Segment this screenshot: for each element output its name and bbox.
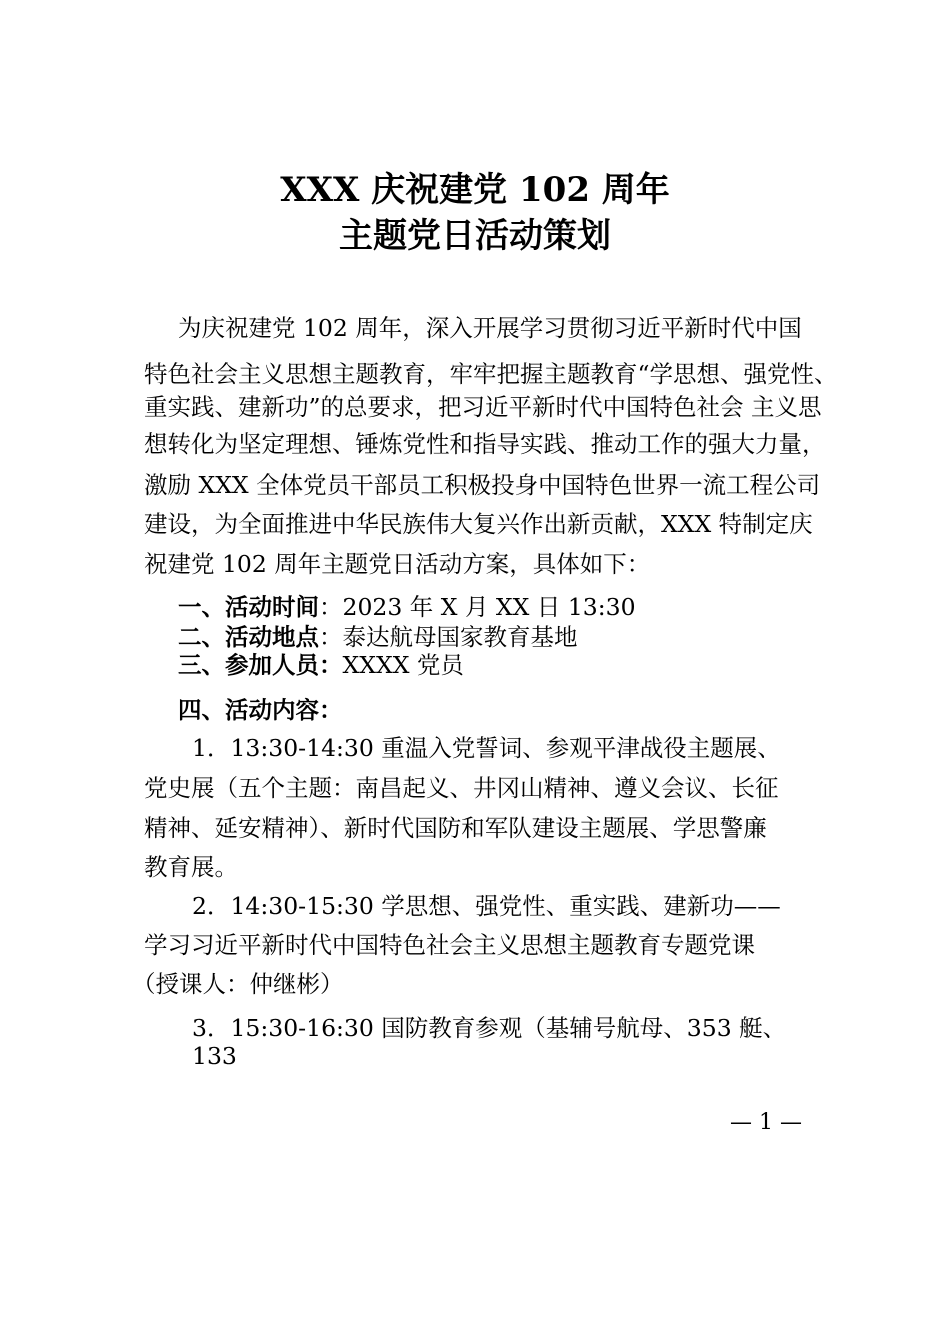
content-item-line: 2．14:30-15:30 学思想、强党性、重实践、建新功—— <box>192 892 781 920</box>
intro-paragraph-line: 特色社会主义思想主题教育，牢牢把握主题教育“学思想、强党性、 <box>144 360 838 388</box>
intro-paragraph-line: 激励 XXX 全体党员干部员工积极投身中国特色世界一流工程公司 <box>144 471 821 499</box>
content-item-line: 学习习近平新时代中国特色社会主义思想主题教育专题党课 <box>144 931 755 959</box>
content-item-line: 精神、延安精神）、新时代国防和军队建设主题展、学思警廉 <box>144 814 767 842</box>
content-item-line: 1．13:30-14:30 重温入党誓词、参观平津战役主题展、 <box>192 734 781 762</box>
section-label: 三、参加人员： <box>178 651 343 679</box>
section-value: ：2023 年 X 月 XX 日 13:30 <box>319 593 636 621</box>
intro-paragraph-line: 为庆祝建党 102 周年，深入开展学习贯彻习近平新时代中国 <box>178 314 802 342</box>
section-label: 四、活动内容： <box>178 696 343 724</box>
section-label: 一、活动时间 <box>178 593 319 621</box>
content-item-line: 3．15:30-16:30 国防教育参观（基辅号航母、353 艇、 <box>192 1014 787 1042</box>
content-item-line: 教育展。 <box>144 853 238 881</box>
section-value: ：泰达航母国家教育基地 <box>319 623 578 651</box>
intro-paragraph-line: 重实践、建新功”的总要求，把习近平新时代中国特色社会 主义思 <box>144 393 822 421</box>
page-number: — 1 — <box>730 1110 802 1135</box>
intro-paragraph-line: 祝建党 102 周年主题党日活动方案，具体如下： <box>144 550 651 578</box>
section-label: 二、活动地点 <box>178 623 319 651</box>
document-title-line-2: 主题党日活动策划 <box>339 216 611 256</box>
section-activity-time <box>178 592 636 622</box>
section-activity-place <box>178 622 578 652</box>
section-value: XXXX 党员 <box>342 651 464 679</box>
section-activity-content <box>178 695 343 725</box>
document-title-line-1: XXX 庆祝建党 102 周年 <box>280 170 670 210</box>
intro-paragraph-line: 建设，为全面推进中华民族伟大复兴作出新贡献，XXX 特制定庆 <box>144 510 813 538</box>
content-item-line: 党史展（五个主题：南昌起义、井冈山精神、遵义会议、长征 <box>144 774 779 802</box>
content-item-line: 133 <box>192 1042 237 1070</box>
content-item-line: （授课人：仲继彬） <box>132 970 344 998</box>
section-participants <box>178 650 464 680</box>
intro-paragraph-line: 想转化为坚定理想、锤炼党性和指导实践、推动工作的强大力量， <box>144 430 826 458</box>
